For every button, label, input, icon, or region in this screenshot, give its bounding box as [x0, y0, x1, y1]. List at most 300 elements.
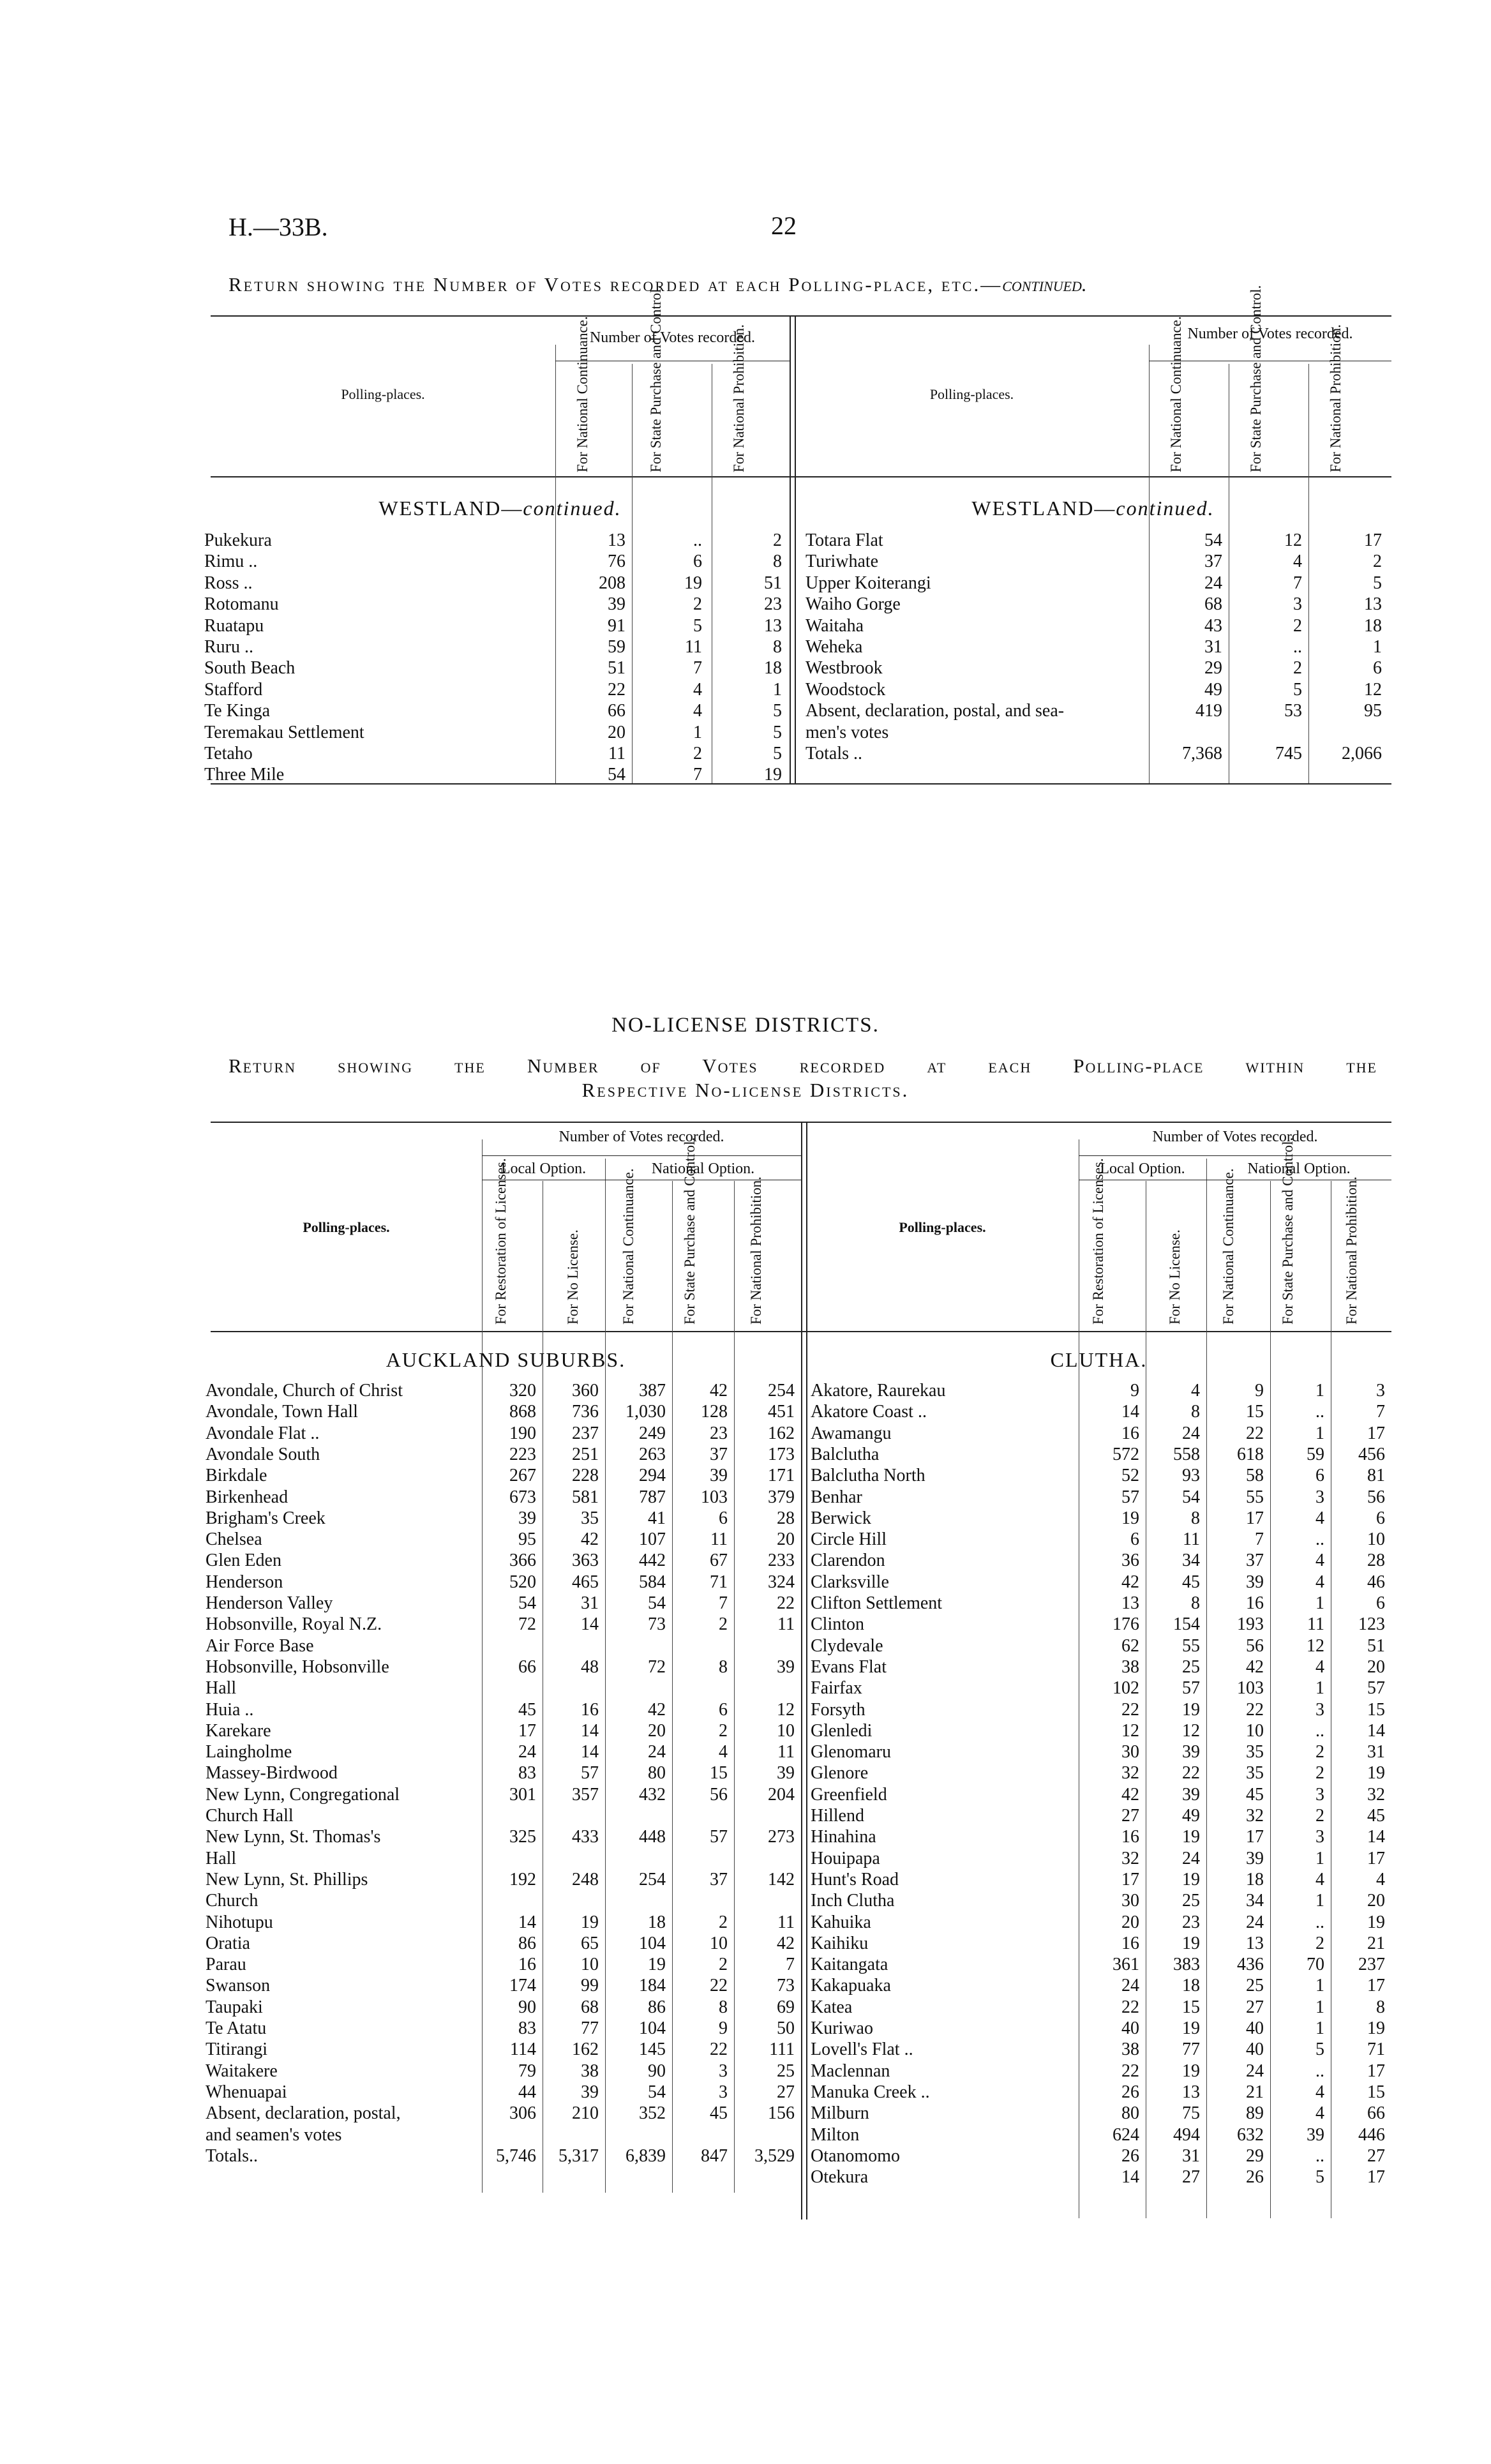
- polling-place-name: Church: [206, 1891, 258, 1911]
- vote-count: 11: [777, 1614, 795, 1635]
- polling-place-name: Kuriwao: [811, 2018, 873, 2038]
- vote-count: 171: [768, 1466, 795, 1486]
- vote-count: 7,368: [1182, 744, 1222, 763]
- polling-place-name: Glenomaru: [811, 1742, 891, 1762]
- vote-count: 22: [710, 1976, 728, 1996]
- vote-count: 13: [1246, 1933, 1264, 1953]
- polling-place-name: Maclennan: [811, 2061, 890, 2081]
- vote-count: 20: [1367, 1891, 1385, 1911]
- vote-count: 42: [1121, 1572, 1139, 1592]
- vote-count: 23: [710, 1423, 728, 1443]
- vote-count: 19: [1182, 2061, 1200, 2081]
- vote-count: 114: [510, 2040, 536, 2060]
- polling-place-name: Glenledi: [811, 1720, 873, 1741]
- vote-count: 17: [1367, 1848, 1385, 1868]
- westland-right-section-tail: continued.: [1116, 497, 1215, 520]
- polling-place-name: Waitaha: [805, 615, 864, 636]
- vote-count: 237: [572, 1423, 599, 1443]
- vote-count: 30: [1121, 1891, 1139, 1911]
- polling-place-name: Akatore, Raurekau: [811, 1381, 946, 1401]
- vote-count: 13: [1182, 2082, 1200, 2102]
- vote-count: 35: [1246, 1763, 1264, 1784]
- vote-count: 76: [608, 552, 626, 572]
- vote-count: 54: [518, 1593, 536, 1613]
- vote-count: 366: [509, 1551, 536, 1571]
- vote-count: 25: [1246, 1976, 1264, 1996]
- vote-count: 1: [1315, 1848, 1324, 1868]
- vote-count: 22: [1121, 2061, 1139, 2081]
- polling-place-name: Rotomanu: [204, 594, 279, 615]
- vote-count: 18: [764, 658, 782, 679]
- vote-count: 294: [639, 1466, 666, 1486]
- vote-count: 49: [1182, 1806, 1200, 1826]
- vote-count: 5: [773, 701, 782, 721]
- polling-place-name: Woodstock: [805, 679, 886, 700]
- polling-place-name: Air Force Base: [206, 1635, 314, 1656]
- vote-count: 25: [1182, 1891, 1200, 1911]
- polling-place-name: Totals ..: [805, 744, 863, 763]
- polling-place-name: Whenuapai: [206, 2082, 287, 2102]
- polling-place-name: Kahuika: [811, 1912, 871, 1932]
- polling-place-name: Hillend: [811, 1806, 864, 1826]
- vote-count: 5,317: [558, 2145, 599, 2166]
- vote-count: 54: [648, 1593, 666, 1613]
- vote-count: 66: [1367, 2103, 1385, 2124]
- vote-count: 54: [608, 765, 626, 785]
- vote-count: 58: [1246, 1466, 1264, 1486]
- polling-place-name: Balclutha North: [811, 1466, 925, 1486]
- vote-count: 520: [509, 1572, 536, 1592]
- vote-count: 83: [518, 2018, 536, 2038]
- vote-count: 17: [1367, 2167, 1385, 2188]
- westland-right-section: [795, 497, 1391, 520]
- vote-count: 3: [719, 2082, 728, 2102]
- vote-count: 39: [1246, 1572, 1264, 1592]
- westland-caption-lead: Return showing the Number of Votes recorded at each Polling-place, etc.—: [229, 273, 1003, 296]
- vote-count: 142: [768, 1869, 795, 1889]
- polling-place-name: Hall: [206, 1678, 237, 1699]
- vote-count: 847: [701, 2145, 728, 2166]
- page-reference: H.—33B.: [229, 213, 328, 241]
- vote-count: 11: [685, 637, 702, 657]
- vote-count: 4: [693, 701, 702, 721]
- vote-count: 59: [608, 637, 626, 657]
- nolicense-left-polling-header: Polling-places.: [303, 1219, 390, 1235]
- westland-left-col-prohibition: For National Prohibition.: [731, 324, 747, 472]
- vote-count: 6: [719, 1699, 728, 1720]
- westland-left-section-text: WESTLAND—: [378, 497, 523, 520]
- vote-count: 618: [1237, 1444, 1264, 1464]
- vote-count: 24: [1204, 573, 1222, 593]
- vote-count: 494: [1173, 2124, 1200, 2145]
- vote-count: 787: [639, 1487, 666, 1507]
- polling-place-name: Manuka Creek ..: [811, 2082, 930, 2102]
- vote-count: 2: [719, 1614, 728, 1635]
- vote-count: 1: [693, 722, 702, 742]
- vote-count: 18: [648, 1912, 666, 1932]
- vote-count: 6,839: [626, 2145, 666, 2166]
- vote-count: 86: [648, 1997, 666, 2017]
- vote-count: 72: [648, 1656, 666, 1677]
- vote-count: 93: [1182, 1466, 1200, 1486]
- vote-count: ..: [1315, 2061, 1324, 2081]
- vote-count: 16: [1121, 1933, 1139, 1953]
- vote-count: 176: [1113, 1614, 1139, 1635]
- vote-count: 77: [1182, 2040, 1200, 2060]
- vote-count: 12: [1307, 1635, 1324, 1656]
- vote-count: 42: [777, 1933, 795, 1953]
- vote-count: 173: [768, 1444, 795, 1464]
- vote-count: 17: [1367, 2061, 1385, 2081]
- vote-count: 4: [1191, 1381, 1200, 1401]
- vote-count: 19: [684, 573, 702, 593]
- polling-place-name: Upper Koiterangi: [805, 573, 931, 593]
- vote-count: 8: [1191, 1508, 1200, 1528]
- vote-count: 51: [764, 573, 782, 593]
- vote-count: 11: [608, 744, 626, 763]
- polling-place-name: Karekare: [206, 1720, 271, 1741]
- vote-count: 4: [1315, 1869, 1324, 1889]
- vote-count: 3: [1315, 1827, 1324, 1847]
- westland-left-polling-header: Polling-places.: [341, 386, 425, 402]
- vote-count: 6: [1315, 1466, 1324, 1486]
- vote-count: 5: [1293, 679, 1302, 700]
- vote-count: 22: [1246, 1699, 1264, 1720]
- vote-count: 40: [1246, 2018, 1264, 2038]
- vote-count: 9: [1130, 1381, 1139, 1401]
- vote-count: 23: [764, 594, 782, 615]
- vote-count: 254: [768, 1381, 795, 1401]
- nolicense-left-section: AUCKLAND SUBURBS.: [386, 1348, 626, 1371]
- vote-count: 39: [777, 1656, 795, 1677]
- vote-count: 5: [1315, 2167, 1324, 2188]
- vote-count: 17: [1367, 1423, 1385, 1443]
- vote-count: 19: [581, 1912, 599, 1932]
- vote-count: 73: [648, 1614, 666, 1635]
- vote-count: 79: [518, 2061, 536, 2081]
- vote-count: 1: [1315, 1976, 1324, 1996]
- vote-count: 10: [1367, 1529, 1385, 1550]
- vote-count: ..: [1315, 2145, 1324, 2166]
- vote-count: 2: [1293, 615, 1302, 636]
- polling-place-name: Parau: [206, 1955, 246, 1975]
- nolicense-left-col-nolicense: For No License.: [565, 1229, 581, 1325]
- vote-count: ..: [1315, 1529, 1324, 1550]
- vote-count: 22: [1182, 1763, 1200, 1784]
- nolicense-left-local-header: Local Option.: [500, 1161, 587, 1177]
- vote-count: 37: [710, 1869, 728, 1889]
- vote-count: 2: [1293, 658, 1302, 679]
- polling-place-name: Tetaho: [204, 744, 253, 763]
- vote-count: 51: [608, 658, 626, 679]
- vote-count: 306: [509, 2103, 536, 2124]
- polling-place-name: Clinton: [811, 1614, 865, 1635]
- vote-count: 4: [719, 1742, 728, 1762]
- nolicense-caption-line2: Respective No-license Districts.: [581, 1079, 910, 1101]
- vote-count: 13: [1121, 1593, 1139, 1613]
- vote-count: 5: [693, 615, 702, 636]
- vote-count: 89: [1246, 2103, 1264, 2124]
- polling-place-name: Church Hall: [206, 1806, 294, 1826]
- vote-count: 39: [518, 1508, 536, 1528]
- polling-place-name: Pukekura: [204, 530, 272, 550]
- vote-count: 1: [1315, 1997, 1324, 2017]
- polling-place-name: Circle Hill: [811, 1529, 887, 1550]
- vote-count: 624: [1113, 2124, 1139, 2145]
- vote-count: 14: [581, 1742, 599, 1762]
- vote-count: 4: [1315, 1656, 1324, 1677]
- vote-count: 184: [639, 1976, 666, 1996]
- polling-place-name: New Lynn, St. Phillips: [206, 1869, 368, 1889]
- vote-count: 56: [710, 1784, 728, 1805]
- vote-count: 4: [1315, 2082, 1324, 2102]
- vote-count: 558: [1173, 1444, 1200, 1464]
- vote-count: 254: [639, 1869, 666, 1889]
- vote-count: 572: [1113, 1444, 1139, 1464]
- vote-count: 5,746: [496, 2145, 536, 2166]
- vote-count: 324: [768, 1572, 795, 1592]
- polling-place-name: Absent, declaration, postal, and sea-: [805, 701, 1065, 721]
- vote-count: 320: [509, 1381, 536, 1401]
- vote-count: 13: [608, 530, 626, 550]
- vote-count: ..: [1315, 1720, 1324, 1741]
- vote-count: 19: [1367, 1912, 1385, 1932]
- vote-count: 32: [1121, 1848, 1139, 1868]
- vote-count: 387: [639, 1381, 666, 1401]
- vote-count: 54: [1204, 530, 1222, 550]
- vote-count: 80: [648, 1763, 666, 1784]
- vote-count: 193: [1237, 1614, 1264, 1635]
- polling-place-name: Absent, declaration, postal,: [206, 2103, 401, 2124]
- vote-count: 95: [518, 1529, 536, 1550]
- vote-count: 31: [1182, 2145, 1200, 2166]
- polling-place-name: Evans Flat: [811, 1656, 887, 1677]
- vote-count: 7: [1255, 1529, 1264, 1550]
- polling-place-name: and seamen's votes: [206, 2124, 342, 2145]
- vote-count: 7: [693, 658, 702, 679]
- nolicense-right-polling-header: Polling-places.: [899, 1219, 986, 1235]
- vote-count: 1: [1315, 1891, 1324, 1911]
- vote-count: 19: [764, 765, 782, 785]
- polling-place-name: Three Mile: [204, 765, 285, 785]
- vote-count: 6: [693, 552, 702, 572]
- vote-count: 10: [1246, 1720, 1264, 1741]
- polling-place-name: Hobsonville, Royal N.Z.: [206, 1614, 382, 1635]
- vote-count: 75: [1182, 2103, 1200, 2124]
- polling-place-name: Avondale, Town Hall: [206, 1402, 358, 1422]
- polling-place-name: Avondale Flat ..: [206, 1423, 320, 1443]
- vote-count: 39: [710, 1466, 728, 1486]
- vote-count: 55: [1182, 1635, 1200, 1656]
- polling-place-name: Totara Flat: [805, 530, 883, 550]
- vote-count: 29: [1204, 658, 1222, 679]
- vote-count: 12: [1284, 530, 1302, 550]
- westland-right-section-text: WESTLAND—: [971, 497, 1116, 520]
- vote-count: 65: [581, 1933, 599, 1953]
- vote-count: 190: [509, 1423, 536, 1443]
- vote-count: 27: [1182, 2167, 1200, 2188]
- vote-count: 1: [1373, 637, 1382, 657]
- vote-count: 3: [719, 2061, 728, 2081]
- vote-count: 57: [1121, 1487, 1139, 1507]
- vote-count: 11: [777, 1912, 795, 1932]
- vote-count: 432: [639, 1784, 666, 1805]
- vote-count: 86: [518, 1933, 536, 1953]
- vote-count: 249: [639, 1423, 666, 1443]
- vote-count: 6: [1373, 658, 1382, 679]
- vote-count: 50: [777, 2018, 795, 2038]
- polling-place-name: South Beach: [204, 658, 296, 679]
- vote-count: 36: [1121, 1551, 1139, 1571]
- vote-count: 27: [1367, 2145, 1385, 2166]
- westland-caption-tail: continued.: [1002, 273, 1087, 296]
- polling-place-name: Birkdale: [206, 1466, 267, 1486]
- vote-count: 45: [1367, 1806, 1385, 1826]
- vote-count: 67: [710, 1551, 728, 1571]
- vote-count: 24: [1246, 2061, 1264, 2081]
- vote-count: 4: [1315, 1572, 1324, 1592]
- vote-count: 19: [1182, 1933, 1200, 1953]
- vote-count: 22: [1246, 1423, 1264, 1443]
- vote-count: 31: [1204, 637, 1222, 657]
- polling-place-name: Inch Clutha: [811, 1891, 895, 1911]
- polling-place-name: Clarendon: [811, 1551, 885, 1571]
- vote-count: 456: [1358, 1444, 1385, 1464]
- polling-place-name: Rimu ..: [204, 552, 258, 572]
- vote-count: 17: [1246, 1508, 1264, 1528]
- vote-count: 42: [581, 1529, 599, 1550]
- vote-count: 7: [786, 1955, 795, 1975]
- polling-place-name: Hunt's Road: [811, 1869, 899, 1889]
- vote-count: 16: [1121, 1827, 1139, 1847]
- vote-count: 17: [1367, 1976, 1385, 1996]
- nolicense-right-col-restoration: For Restoration of Licenses.: [1090, 1158, 1106, 1325]
- vote-count: 24: [1182, 1848, 1200, 1868]
- vote-count: 433: [572, 1827, 599, 1847]
- page-number: 22: [771, 211, 797, 240]
- nolicense-left-group-header: Number of Votes recorded.: [558, 1129, 724, 1145]
- vote-count: ..: [1315, 1912, 1324, 1932]
- vote-count: 14: [518, 1912, 536, 1932]
- vote-count: 99: [581, 1976, 599, 1996]
- vote-count: 162: [768, 1423, 795, 1443]
- polling-place-name: Awamangu: [811, 1423, 892, 1443]
- vote-count: 2: [693, 744, 702, 763]
- vote-count: 15: [710, 1763, 728, 1784]
- polling-place-name: Katea: [811, 1997, 853, 2017]
- polling-place-name: Weheka: [805, 637, 863, 657]
- vote-count: 446: [1358, 2124, 1385, 2145]
- vote-count: 223: [509, 1444, 536, 1464]
- vote-count: 1: [1315, 1593, 1324, 1613]
- vote-count: 6: [1130, 1529, 1139, 1550]
- vote-count: 145: [639, 2040, 666, 2060]
- vote-count: 22: [608, 679, 626, 700]
- nolicense-right-local-header: Local Option.: [1100, 1161, 1185, 1177]
- nolicense-left-national-header: National Option.: [651, 1161, 755, 1177]
- westland-left-section: [211, 497, 790, 520]
- vote-count: 357: [572, 1784, 599, 1805]
- vote-count: 14: [1367, 1827, 1385, 1847]
- nolicense-right-col-prohibition: For National Prohibition.: [1344, 1176, 1360, 1325]
- vote-count: 44: [518, 2082, 536, 2102]
- polling-place-name: Berwick: [811, 1508, 871, 1528]
- vote-count: 383: [1173, 1955, 1200, 1975]
- vote-count: 22: [777, 1593, 795, 1613]
- polling-place-name: Balclutha: [811, 1444, 880, 1464]
- vote-count: 66: [518, 1656, 536, 1677]
- polling-place-name: Teremakau Settlement: [204, 722, 364, 742]
- vote-count: 27: [1246, 1997, 1264, 2017]
- polling-place-name: Taupaki: [206, 1997, 263, 2017]
- vote-count: 379: [768, 1487, 795, 1507]
- vote-count: 21: [1246, 2082, 1264, 2102]
- vote-count: 24: [648, 1742, 666, 1762]
- vote-count: 3,529: [754, 2145, 795, 2166]
- vote-count: 11: [777, 1742, 795, 1762]
- vote-count: 103: [1237, 1678, 1264, 1699]
- vote-count: 39: [1182, 1742, 1200, 1762]
- nolicense-right-col-nolicense: For No License.: [1167, 1229, 1183, 1325]
- polling-place-name: men's votes: [805, 722, 889, 742]
- vote-count: 436: [1237, 1955, 1264, 1975]
- nolicense-left-col-prohibition: For National Prohibition.: [748, 1176, 764, 1325]
- westland-right-polling-header: Polling-places.: [929, 386, 1014, 402]
- vote-count: 81: [1367, 1466, 1385, 1486]
- vote-count: 18: [1364, 615, 1382, 636]
- vote-count: 10: [710, 1933, 728, 1953]
- vote-count: 111: [769, 2040, 795, 2060]
- vote-count: 37: [1204, 552, 1222, 572]
- vote-count: 83: [518, 1763, 536, 1784]
- vote-count: 28: [777, 1508, 795, 1528]
- vote-count: 54: [648, 2082, 666, 2102]
- vote-count: 28: [1367, 1551, 1385, 1571]
- vote-count: 39: [777, 1763, 795, 1784]
- vote-count: 40: [1246, 2040, 1264, 2060]
- polling-place-name: Stafford: [204, 679, 263, 700]
- vote-count: 15: [1246, 1402, 1264, 1422]
- vote-count: 18: [1182, 1976, 1200, 1996]
- polling-place-name: Totals..: [206, 2145, 258, 2166]
- vote-count: 7: [1293, 573, 1302, 593]
- polling-place-name: Waiho Gorge: [805, 594, 901, 615]
- vote-count: 42: [1246, 1656, 1264, 1677]
- nolicense-left-col-state: For State Purchase and Control.: [682, 1137, 698, 1325]
- vote-count: 70: [1307, 1955, 1324, 1975]
- vote-count: 208: [599, 573, 626, 593]
- vote-count: 128: [701, 1402, 728, 1422]
- vote-count: 16: [581, 1699, 599, 1720]
- polling-place-name: Westbrook: [805, 658, 883, 679]
- vote-count: 1: [1315, 1381, 1324, 1401]
- vote-count: 2: [1373, 552, 1382, 572]
- vote-count: 14: [1121, 2167, 1139, 2188]
- vote-count: 34: [1246, 1891, 1264, 1911]
- vote-count: 41: [648, 1508, 666, 1528]
- vote-count: 465: [572, 1572, 599, 1592]
- vote-count: 6: [1376, 1593, 1385, 1613]
- vote-count: 8: [773, 552, 782, 572]
- vote-count: 673: [509, 1487, 536, 1507]
- vote-count: 5: [1373, 573, 1382, 593]
- vote-count: 77: [581, 2018, 599, 2038]
- vote-count: 31: [1367, 1742, 1385, 1762]
- vote-count: 632: [1237, 2124, 1264, 2145]
- vote-count: 8: [1191, 1402, 1200, 1422]
- vote-count: 24: [1246, 1912, 1264, 1932]
- vote-count: 32: [1246, 1806, 1264, 1826]
